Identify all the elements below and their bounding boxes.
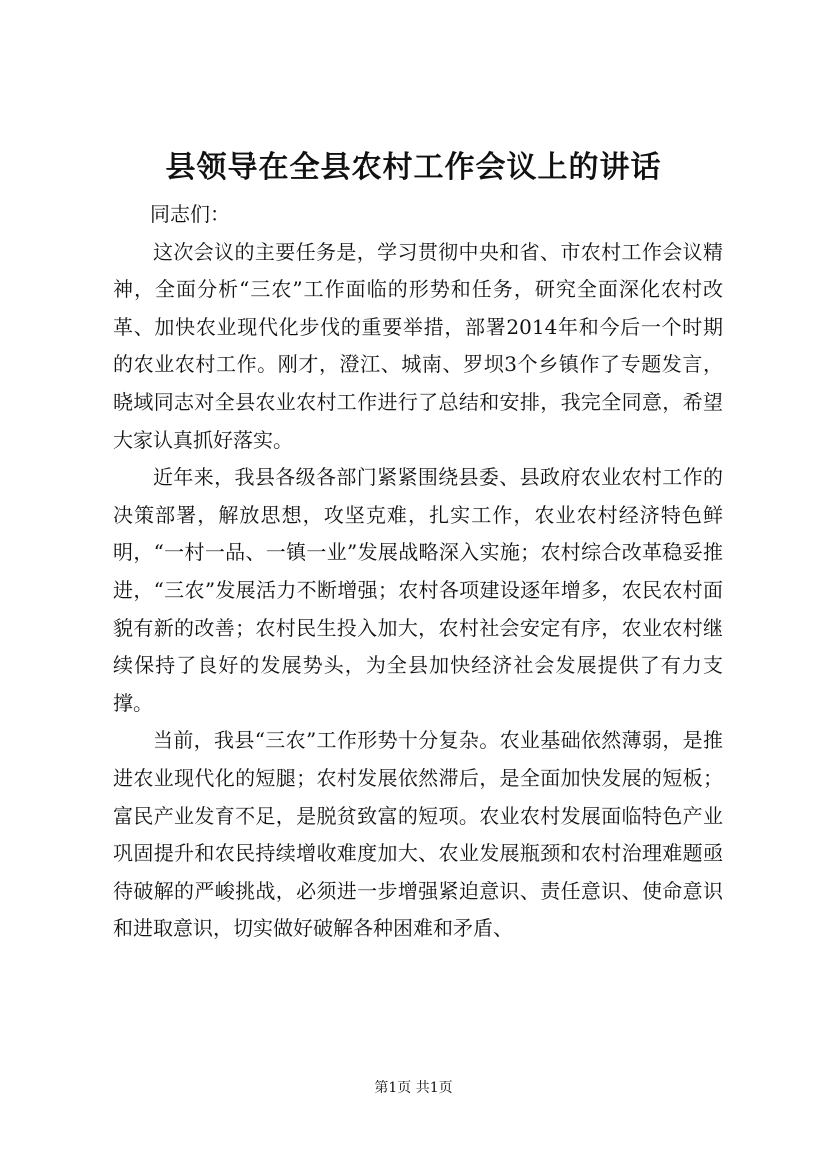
greeting: 同志们： [150,202,230,226]
paragraph-3: 当前，我县“三农”工作形势十分复杂。农业基础依然薄弱，是推进农业现代化的短腿；农村发展依然滞后，是全面加快发展的短板；富民产业发育不足，是脱贫致富的短项。农业农村发展面临特色产业巩固提升和农民持续增收难度加大、农业发展瓶颈和农村治理难题亟待破解的严峻挑战，必须进一步增强紧迫意识、责任意识、使命意识和进取意识，切实做好破解各种困难和矛盾、 [113,728,723,941]
document-title: 县领导在全县农村工作会议上的讲话 [165,150,662,185]
document-body [113,196,723,948]
paragraph-1: 这次会议的主要任务是，学习贯彻中央和省、市农村工作会议精神，全面分析“三农”工作面临的形势和任务，研究全面深化农村改革、加快农业现代化步伐的重要举措，部署2014年和今后一个时期的农业农村工作。刚才，澄江、城南、罗坝3个乡镇作了专题发言，晓域同志对全县农业农村工作进行了总结和安排，我完全同意，希望大家认真抓好落实。 [113,239,723,452]
paragraph-2: 近年来，我县各级各部门紧紧围绕县委、县政府农业农村工作的决策部署，解放思想，攻坚克难，扎实工作，农业农村经济特色鲜明，“一村一品、一镇一业”发展战略深入实施；农村综合改革稳妥推进，“三农”发展活力不断增强；农村各项建设逐年增多，农民农村面貌有新的改善；农村民生投入加大，农村社会安定有序，农业农村继续保持了良好的发展势头，为全县加快经济社会发展提供了有力支撑。 [113,465,723,715]
page-number-footer: 第1页 共1页 [374,1080,453,1096]
